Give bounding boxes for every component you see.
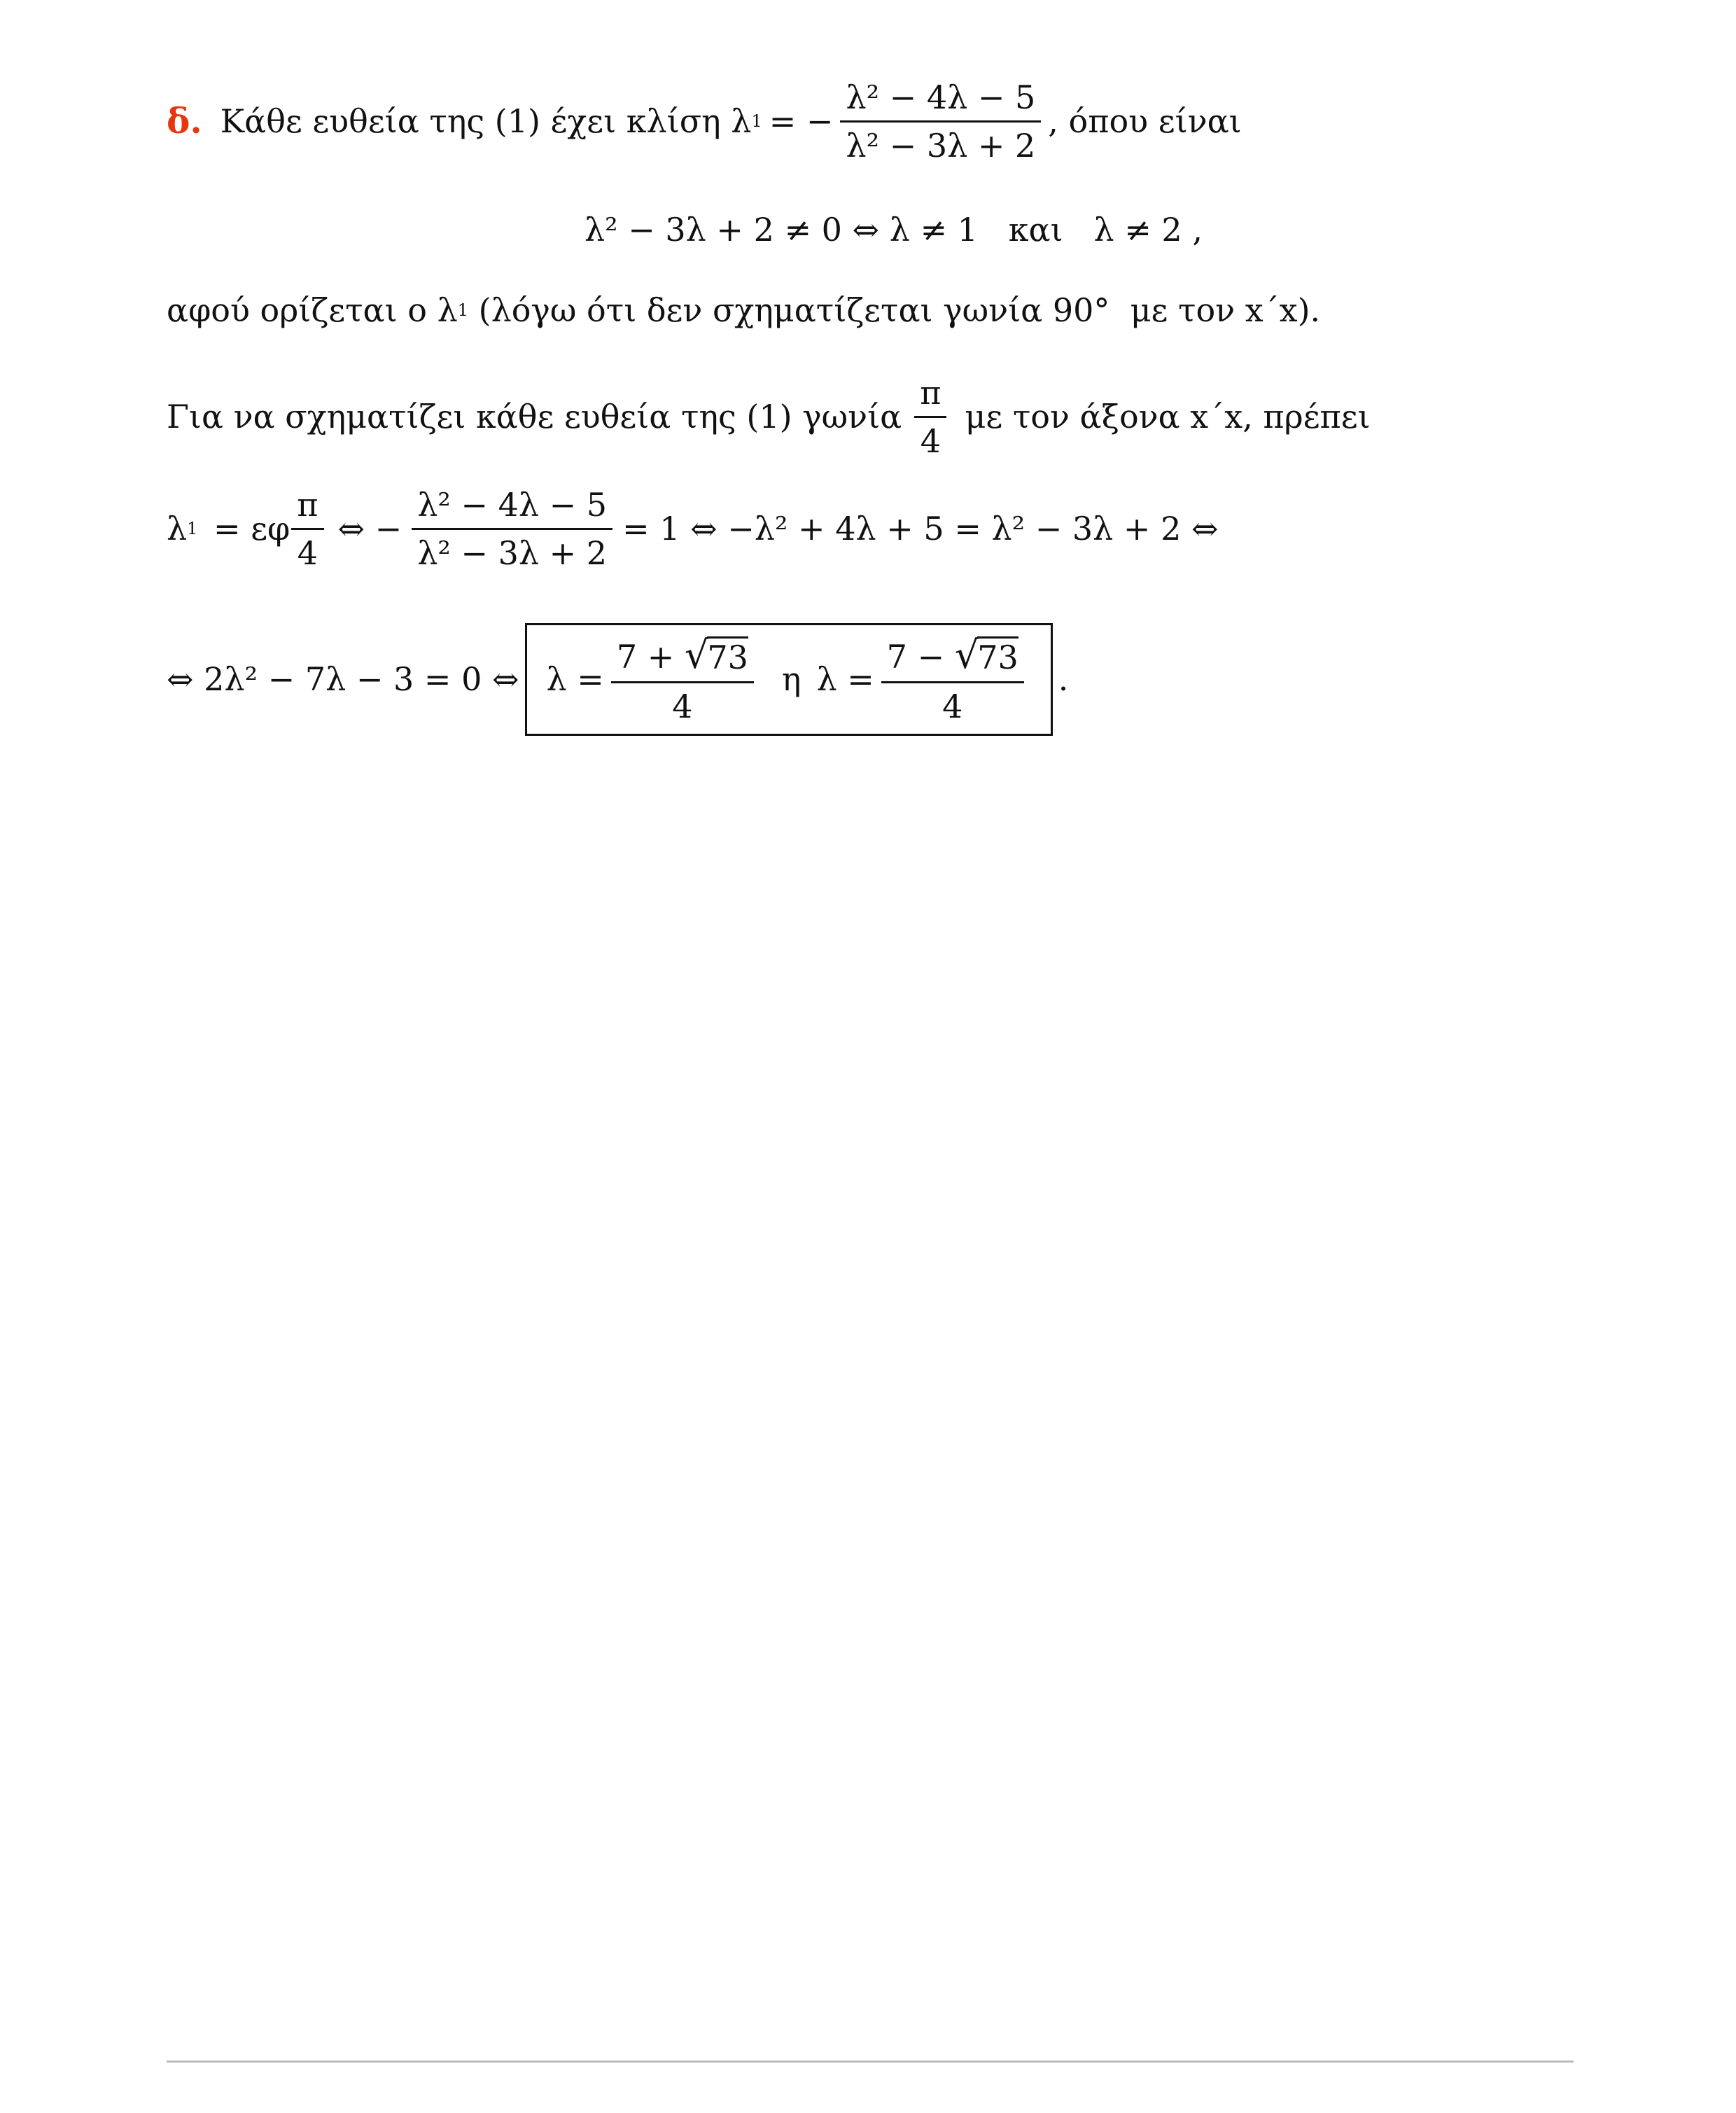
slope-fraction bbox=[840, 78, 1041, 165]
quadratic-equation: ⇔ 2λ² − 7λ − 3 = 0 ⇔ bbox=[167, 660, 519, 698]
line-angle-condition bbox=[167, 371, 1371, 462]
radicand: 73 bbox=[977, 636, 1018, 674]
solutions-box bbox=[525, 623, 1053, 736]
slope-numerator: λ² − 4λ − 5 bbox=[417, 485, 608, 524]
slope-numerator: λ² − 4λ − 5 bbox=[846, 78, 1036, 116]
slope-denominator: λ² − 3λ + 2 bbox=[846, 126, 1036, 165]
line-equation: λ 1 = εφ $\frac{\pi}{4}$ ⇔ − $\frac{\text{λ² − 4λ − 5}}{\text{λ² − 3λ + 2}}$ = 1 ⇔ −λ² + 4λ + 5 = λ² − 3λ + 2 ⇔ bbox=[167, 485, 1219, 572]
pi-over-4-fraction bbox=[291, 485, 323, 572]
explanation-text-b: (λόγω ότι δεν σχηματίζεται γωνία 90° με τον x΄x). bbox=[468, 291, 1321, 329]
solution-1-denominator: 4 bbox=[672, 687, 693, 725]
four-denominator: 4 bbox=[297, 534, 318, 572]
slope-fraction bbox=[412, 485, 612, 572]
solution-1-fraction bbox=[611, 632, 754, 725]
angle-text-a: Για να σχηματίζει κάθε ευθεία της (1) γωνία bbox=[167, 398, 902, 435]
part-label-delta: δ. bbox=[167, 100, 202, 141]
line-explanation: αφού ορίζεται ο λ 1 (λόγω ότι δεν σχηματίζεται γωνία 90° με τον x΄x). bbox=[167, 291, 1321, 329]
final-period: . bbox=[1058, 660, 1069, 698]
line-solutions bbox=[167, 623, 1068, 735]
equation-rest: = 1 ⇔ −λ² + 4λ + 5 = λ² − 3λ + 2 ⇔ bbox=[622, 510, 1219, 548]
line-condition bbox=[584, 211, 1203, 249]
iff-minus: ⇔ − bbox=[337, 510, 402, 548]
equals-tan: = εφ bbox=[203, 510, 290, 548]
solution-2-denominator: 4 bbox=[942, 687, 963, 725]
pi-over-4-fraction bbox=[914, 373, 946, 460]
radicand: 73 bbox=[707, 636, 748, 674]
or-word: η bbox=[781, 660, 802, 698]
angle-text-b: με τον άξονα x΄x, πρέπει bbox=[965, 398, 1371, 435]
line-slope-definition: δ. Κάθε ευθεία της (1) έχει κλίση λ 1 = − $\frac{\text{λ² − 4λ − 5}}{\text{λ² − 3λ + 2}}$ , όπου είναι bbox=[167, 78, 1242, 165]
seven-minus: 7 − bbox=[886, 637, 955, 676]
pi-numerator: π bbox=[920, 373, 941, 412]
solution-1-numerator bbox=[611, 632, 754, 681]
four-denominator: 4 bbox=[920, 421, 941, 460]
radical-sign: √ bbox=[954, 632, 979, 677]
sqrt-symbol bbox=[684, 632, 748, 677]
slope-denominator: λ² − 3λ + 2 bbox=[417, 534, 608, 572]
footer-rule bbox=[167, 2060, 1574, 2063]
seven-plus: 7 + bbox=[616, 637, 685, 676]
lambda-equals-2: λ = bbox=[816, 660, 874, 698]
radical-sign: √ bbox=[684, 632, 709, 677]
condition-text: λ² − 3λ + 2 ≠ 0 ⇔ λ ≠ 1 και λ ≠ 2 , bbox=[584, 211, 1203, 249]
explanation-text-a: αφού ορίζεται ο λ bbox=[167, 291, 458, 329]
where-text: , όπου είναι bbox=[1048, 102, 1242, 140]
sqrt-symbol bbox=[954, 632, 1018, 677]
lambda-equals-1: λ = bbox=[546, 660, 604, 698]
slope-intro-text: Κάθε ευθεία της (1) έχει κλίση λ bbox=[220, 102, 752, 140]
pi-numerator: π bbox=[297, 485, 318, 524]
solution-2-numerator bbox=[881, 632, 1024, 681]
solution-2-fraction bbox=[881, 632, 1024, 725]
equals-minus: = − bbox=[769, 102, 834, 140]
lambda: λ bbox=[167, 510, 188, 548]
